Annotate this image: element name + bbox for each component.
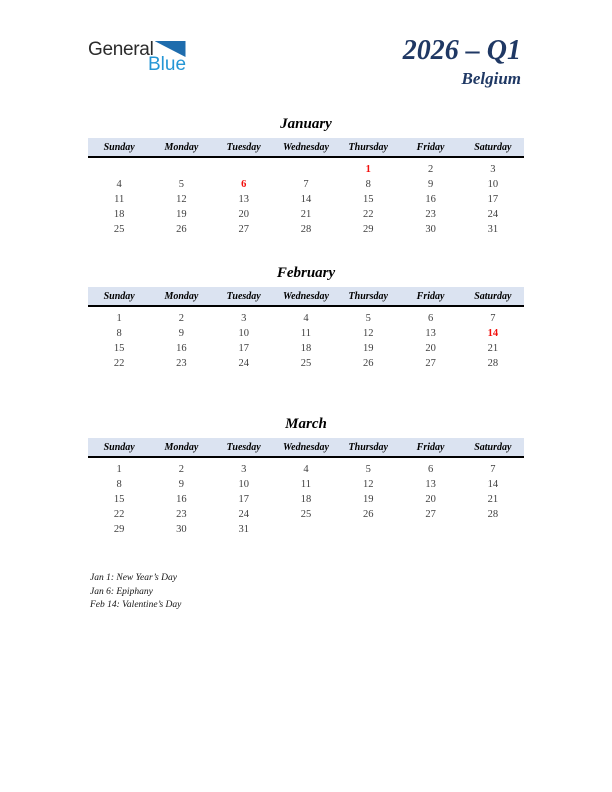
date-cell: 26	[176, 224, 187, 235]
date-cell: 8	[116, 479, 122, 490]
day-name: Friday	[416, 141, 445, 153]
day-name: Tuesday	[226, 290, 261, 302]
date-cell: 17	[487, 194, 499, 205]
date-cell: 23	[425, 209, 436, 220]
date-cell: 20	[425, 494, 436, 505]
holiday-date-cell: 1	[365, 164, 371, 175]
general-blue-logo	[88, 40, 186, 74]
logo-general-text: General	[88, 39, 154, 60]
date-cell: 27	[238, 224, 249, 235]
day-name: Tuesday	[226, 141, 261, 153]
dates-grid	[88, 307, 524, 371]
day-name: Wednesday	[283, 441, 329, 453]
day-name: Thursday	[348, 441, 388, 453]
holiday-date-cell: 6	[241, 179, 247, 190]
date-cell: 24	[238, 509, 249, 520]
empty-cell	[275, 162, 337, 177]
date-cell: 19	[363, 494, 374, 505]
date-cell: 25	[300, 358, 312, 369]
date-cell: 11	[114, 194, 125, 205]
date-cell: 8	[365, 179, 371, 190]
date-cell: 11	[300, 479, 312, 490]
date-cell: 12	[363, 328, 374, 339]
title-block	[403, 36, 521, 88]
day-name: Wednesday	[283, 141, 329, 153]
date-cell: 3	[241, 464, 247, 475]
dates-grid	[88, 458, 524, 537]
date-cell: 17	[238, 343, 249, 354]
date-cell: 2	[178, 313, 185, 324]
date-cell: 3	[490, 164, 496, 175]
date-cell: 20	[238, 209, 249, 220]
date-cell: 15	[113, 343, 125, 354]
day-name: Wednesday	[283, 290, 329, 302]
date-cell: 27	[425, 509, 436, 520]
empty-cell	[399, 522, 461, 537]
date-cell: 26	[363, 509, 374, 520]
month-calendar-february	[88, 263, 524, 371]
date-cell: 13	[425, 328, 436, 339]
date-cell: 15	[113, 494, 125, 505]
date-cell: 16	[176, 494, 187, 505]
day-name: Friday	[416, 441, 445, 453]
date-cell: 23	[176, 509, 187, 520]
date-cell: 9	[427, 179, 434, 190]
day-name: Tuesday	[226, 441, 261, 453]
day-header-row	[88, 438, 524, 458]
date-cell: 5	[178, 179, 185, 190]
date-cell: 28	[487, 358, 499, 369]
date-cell: 19	[363, 343, 374, 354]
date-cell: 10	[238, 328, 249, 339]
date-cell: 27	[425, 358, 436, 369]
date-cell: 17	[238, 494, 249, 505]
month-title: March	[285, 416, 327, 432]
day-name: Friday	[416, 290, 445, 302]
date-cell: 7	[490, 464, 496, 475]
date-cell: 28	[300, 224, 312, 235]
date-cell: 12	[176, 194, 187, 205]
date-cell: 22	[113, 358, 125, 369]
date-cell: 1	[116, 464, 122, 475]
date-cell: 19	[176, 209, 187, 220]
holiday-note: Feb 14: Valentine’s Day	[90, 600, 182, 610]
date-cell: 26	[363, 358, 374, 369]
holiday-notes	[90, 572, 181, 613]
date-cell: 31	[238, 524, 249, 535]
month-title: February	[276, 265, 336, 281]
date-cell: 9	[178, 328, 185, 339]
day-name: Saturday	[474, 441, 512, 453]
date-cell: 23	[176, 358, 187, 369]
date-cell: 30	[176, 524, 187, 535]
date-cell: 24	[487, 209, 499, 220]
date-cell: 7	[490, 313, 496, 324]
empty-cell	[150, 162, 212, 177]
day-name: Monday	[164, 441, 199, 453]
empty-cell	[337, 522, 399, 537]
month-title: January	[280, 116, 332, 132]
empty-cell	[213, 162, 275, 177]
date-cell: 10	[238, 479, 249, 490]
date-cell: 31	[487, 224, 499, 235]
date-cell: 12	[363, 479, 374, 490]
logo-blue-text: Blue	[148, 54, 187, 75]
date-cell: 20	[425, 343, 436, 354]
date-cell: 16	[176, 343, 187, 354]
date-cell: 4	[303, 464, 309, 475]
date-cell: 18	[113, 209, 125, 220]
date-cell: 5	[365, 464, 371, 475]
day-name: Saturday	[474, 290, 512, 302]
date-cell: 21	[487, 494, 499, 505]
holiday-date-cell: 14	[487, 328, 499, 339]
date-cell: 6	[427, 313, 434, 324]
quarter-title: 2026 – Q1	[402, 35, 521, 66]
day-name: Thursday	[348, 290, 388, 302]
empty-cell	[462, 522, 524, 537]
day-name: Thursday	[348, 141, 388, 153]
country-subtitle: Belgium	[461, 69, 521, 88]
date-cell: 6	[427, 464, 434, 475]
date-cell: 22	[363, 209, 374, 220]
day-name: Sunday	[103, 441, 135, 453]
date-cell: 16	[425, 194, 436, 205]
date-cell: 13	[238, 194, 249, 205]
date-cell: 22	[113, 509, 125, 520]
date-cell: 18	[300, 343, 312, 354]
date-cell: 29	[363, 224, 374, 235]
date-cell: 18	[300, 494, 312, 505]
date-cell: 4	[116, 179, 122, 190]
date-cell: 3	[241, 313, 247, 324]
date-cell: 24	[238, 358, 249, 369]
date-cell: 10	[487, 179, 499, 190]
month-calendar-march	[88, 414, 524, 537]
empty-cell	[275, 522, 337, 537]
day-name: Monday	[164, 141, 199, 153]
date-cell: 9	[178, 479, 185, 490]
holiday-note: Jan 1: New Year’s Day	[90, 573, 177, 583]
date-cell: 15	[363, 194, 374, 205]
date-cell: 14	[300, 194, 312, 205]
date-cell: 21	[487, 343, 499, 354]
date-cell: 5	[365, 313, 371, 324]
date-cell: 2	[427, 164, 434, 175]
day-name: Monday	[164, 290, 199, 302]
day-header-row	[88, 138, 524, 158]
date-cell: 13	[425, 479, 436, 490]
date-cell: 8	[116, 328, 122, 339]
date-cell: 28	[487, 509, 499, 520]
date-cell: 14	[487, 479, 499, 490]
date-cell: 21	[300, 209, 312, 220]
date-cell: 30	[425, 224, 436, 235]
date-cell: 2	[178, 464, 185, 475]
empty-cell	[88, 162, 150, 177]
date-cell: 4	[303, 313, 309, 324]
day-name: Sunday	[103, 290, 135, 302]
day-header-row	[88, 287, 524, 307]
day-name: Saturday	[474, 141, 512, 153]
date-cell: 25	[300, 509, 312, 520]
date-cell: 29	[113, 524, 125, 535]
date-cell: 25	[113, 224, 125, 235]
dates-grid	[88, 158, 524, 237]
holiday-note: Jan 6: Epiphany	[90, 586, 153, 597]
date-cell: 1	[116, 313, 122, 324]
day-name: Sunday	[103, 141, 135, 153]
date-cell: 11	[300, 328, 312, 339]
date-cell: 7	[303, 179, 309, 190]
month-calendar-january	[88, 114, 524, 237]
